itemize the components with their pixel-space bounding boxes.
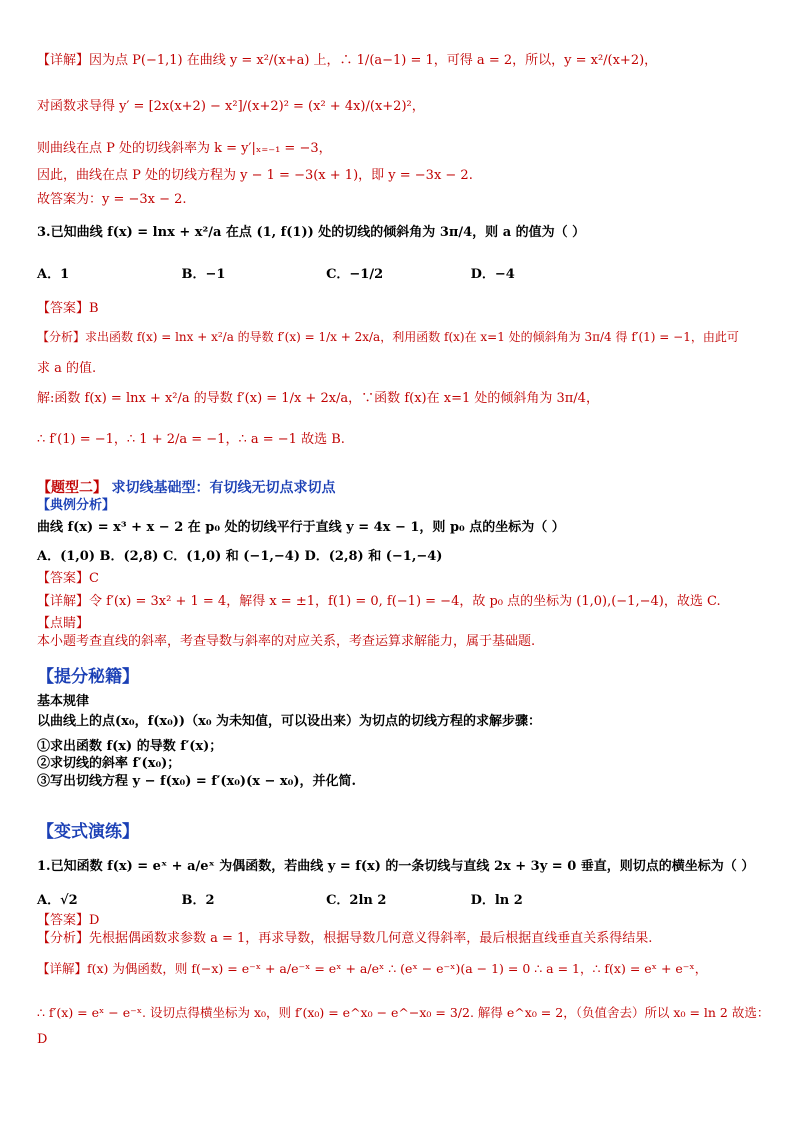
rule-line-1: 以曲线上的点(x₀，f(x₀))（x₀ 为未知值，可以设出来）为切点的切线方程的求解步骤： — [37, 714, 542, 729]
option-b: B．2 — [181, 893, 215, 908]
variant-practice-heading: 【变式演练】 — [37, 822, 139, 842]
tips-heading: 【提分秘籍】 — [37, 667, 139, 687]
type-2-heading — [37, 479, 335, 497]
variant-1-detail-3: D — [37, 1032, 48, 1047]
example-question: 曲线 f(x) = x³ + x − 2 在 p₀ 处的切线平行于直线 y = 4x − 1，则 p₀ 点的坐标为（ ） — [37, 520, 565, 535]
comment-tag: 【点睛】 — [37, 616, 90, 631]
detail-line-1: 【详解】因为点 P(−1,1) 在曲线 y = x²/(x+a) 上，∴ 1/(a−1) = 1，可得 a = 2，所以，y = x²/(x+2)， — [37, 53, 658, 68]
question-3-analysis-1: 【分析】求出函数 f(x) = lnx + x²/a 的导数 f′(x) = 1/x + 2x/a，利用函数 f(x)在 x=1 处的倾斜角为 3π/4 得 f′(1) = −1，由此可 — [37, 330, 739, 344]
question-3-answer: 【答案】B — [37, 301, 99, 316]
detail-line-3: 则曲线在点 P 处的切线斜率为 k = y′|ₓ₌₋₁ = −3， — [37, 141, 332, 156]
option-d: D．ln 2 — [470, 893, 523, 908]
variant-1-answer: 【答案】D — [37, 913, 100, 928]
question-3-options — [37, 266, 611, 284]
variant-1-analysis: 【分析】先根据偶函数求参数 a = 1，再求导数，根据导数几何意义得斜率，最后根据直线垂直关系得结果. — [37, 931, 653, 946]
variant-1-detail-1: 【详解】f(x) 为偶函数，则 f(−x) = e⁻ˣ + a/e⁻ˣ = eˣ + a/eˣ ∴ (eˣ − e⁻ˣ)(a − 1) = 0 ∴ a = 1，∴ f(x) = eˣ + e⁻ˣ， — [37, 961, 708, 976]
rule-step-3: ③写出切线方程 y − f(x₀) = f′(x₀)(x − x₀)，并化简. — [37, 774, 357, 789]
variant-1-options — [37, 892, 611, 910]
question-3: 3.已知曲线 f(x) = lnx + x²/a 在点 (1, f(1)) 处的切线的倾斜角为 3π/4，则 a 的值为（ ） — [37, 225, 586, 240]
question-3-analysis-2: 求 a 的值. — [37, 361, 97, 376]
variant-question-1: 1.已知函数 f(x) = eˣ + a/eˣ 为偶函数，若曲线 y = f(x) 的一条切线与直线 2x + 3y = 0 垂直，则切点的横坐标为（ ） — [37, 859, 755, 874]
question-3-solution-1: 解:函数 f(x) = lnx + x²/a 的导数 f′(x) = 1/x + 2x/a，∵函数 f(x)在 x=1 处的倾斜角为 3π/4， — [37, 391, 599, 406]
detail-line-5: 故答案为：y = −3x − 2. — [37, 192, 187, 207]
example-options: A．(1,0) B．(2,8) C．(1,0) 和 (−1,−4) D．(2,8) 和 (−1,−4) — [37, 549, 443, 564]
option-a: A．1 — [37, 267, 70, 282]
question-3-solution-2: ∴ f′(1) = −1，∴ 1 + 2/a = −1，∴ a = −1 故选 B. — [37, 432, 345, 447]
detail-line-2: 对函数求导得 y′ = [2x(x+2) − x²]/(x+2)² = (x² + 4x)/(x+2)²， — [37, 99, 425, 114]
example-analysis-tag: 【典例分析】 — [37, 498, 116, 513]
option-c: C．−1/2 — [326, 267, 384, 282]
option-c: C．2ln 2 — [326, 893, 387, 908]
detail-line-4: 因此，曲线在点 P 处的切线方程为 y − 1 = −3(x + 1)，即 y = −3x − 2. — [37, 168, 473, 183]
rule-step-1: ①求出函数 f(x) 的导数 f′(x)； — [37, 739, 223, 754]
comment-text: 本小题考查直线的斜率，考查导数与斜率的对应关系，考查运算求解能力，属于基础题. — [37, 634, 536, 649]
example-answer: 【答案】C — [37, 571, 99, 586]
type-2-title: 求切线基础型：有切线无切点求切点 — [111, 480, 336, 496]
option-d: D．−4 — [470, 267, 515, 282]
example-detail: 【详解】令 f′(x) = 3x² + 1 = 4，解得 x = ±1，f(1) = 0, f(−1) = −4，故 p₀ 点的坐标为 (1,0),(−1,−4)，故选 C. — [37, 594, 721, 609]
rule-step-2: ②求切线的斜率 f′(x₀)； — [37, 756, 181, 771]
option-b: B．−1 — [181, 267, 226, 282]
option-a: A．√2 — [37, 893, 78, 908]
basic-rule-title: 基本规律 — [37, 694, 90, 709]
variant-1-detail-2: ∴ f′(x) = eˣ − e⁻ˣ. 设切点得横坐标为 x₀，则 f′(x₀) = e^x₀ − e^−x₀ = 3/2. 解得 e^x₀ = 2，（负值舍去）所以 x₀ = ln 2 故选： — [37, 1005, 770, 1020]
type-2-tag: 【题型二】 — [37, 480, 107, 496]
